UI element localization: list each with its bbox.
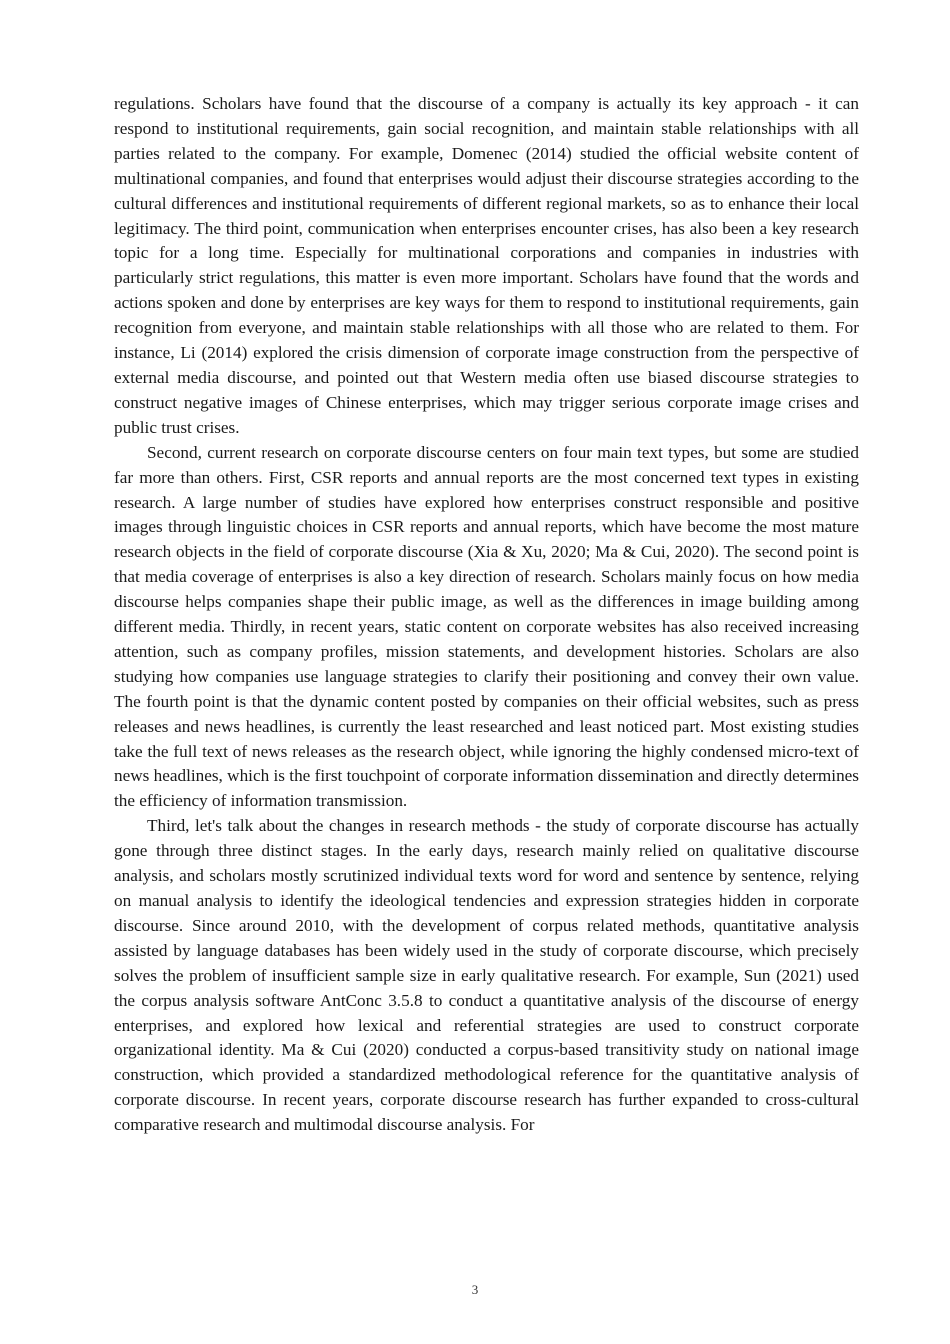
- body-text: [114, 92, 859, 1138]
- paragraph-3: Third, let's talk about the changes in research methods - the study of corporate discourse has actually gone through three distinct stages. In the early days, research mainly relied on qualitative discourse analysis, and scholars mostly scrutinized individual texts word for word and sentence by sentence, relying on manual analysis to identify the ideological tendencies and expression strategies hidden in corporate discourse. Since around 2010, with the development of corpus related methods, quantitative analysis assisted by language databases has been widely used in the study of corporate discourse, which precisely solves the problem of insufficient sample size in early qualitative research. For example, Sun (2021) used the corpus analysis software AntConc 3.5.8 to conduct a quantitative analysis of the discourse of energy enterprises, and explored how lexical and referential strategies are used to construct corporate organizational identity. Ma & Cui (2020) conducted a corpus-based transitivity study on national image construction, which provided a standardized methodological reference for the quantitative analysis of corporate discourse. In recent years, corporate discourse research has further expanded to cross-cultural comparative research and multimodal discourse analysis. For: [114, 816, 859, 1135]
- paragraph-1: regulations. Scholars have found that the discourse of a company is actually its key approach - it can respond to institutional requirements, gain social recognition, and maintain stable relationships with all parties related to the company. For example, Domenec (2014) studied the official website content of multinational companies, and found that enterprises would adjust their discourse strategies according to the cultural differences and institutional requirements of different regional markets, so as to enhance their local legitimacy. The third point, communication when enterprises encounter crises, has also been a key research topic for a long time. Especially for multinational corporations and companies in industries with particularly strict regulations, this matter is even more important. Scholars have found that the words and actions spoken and done by enterprises are key ways for them to respond to institutional requirements, gain recognition from everyone, and maintain stable relationships with all those who are related to them. For instance, Li (2014) explored the crisis dimension of corporate image construction from the perspective of external media discourse, and pointed out that Western media often use biased discourse strategies to construct negative images of Chinese enterprises, which may trigger serious corporate image crises and public trust crises.: [114, 94, 859, 437]
- paragraph-2: Second, current research on corporate discourse centers on four main text types, but some are studied far more than others. First, CSR reports and annual reports are the most concerned text types in existing research. A large number of studies have explored how enterprises construct responsible and positive images through linguistic choices in CSR reports and annual reports, which have become the most mature research objects in the field of corporate discourse (Xia & Xu, 2020; Ma & Cui, 2020). The second point is that media coverage of enterprises is also a key direction of research. Scholars mainly focus on how media discourse helps companies shape their public image, as well as the differences in image building among different media. Thirdly, in recent years, static content on corporate websites has also received increasing attention, such as company profiles, mission statements, and development histories. Scholars are also studying how companies use language strategies to clarify their positioning and convey their own value. The fourth point is that the dynamic content posted by companies on their official websites, such as press releases and news headlines, is currently the least researched and least noticed part. Most existing studies take the full text of news releases as the research object, while ignoring the highly condensed micro-text of news headlines, which is the first touchpoint of corporate information dissemination and directly determines the efficiency of information transmission.: [114, 442, 859, 811]
- page-number: 3: [471, 1282, 479, 1297]
